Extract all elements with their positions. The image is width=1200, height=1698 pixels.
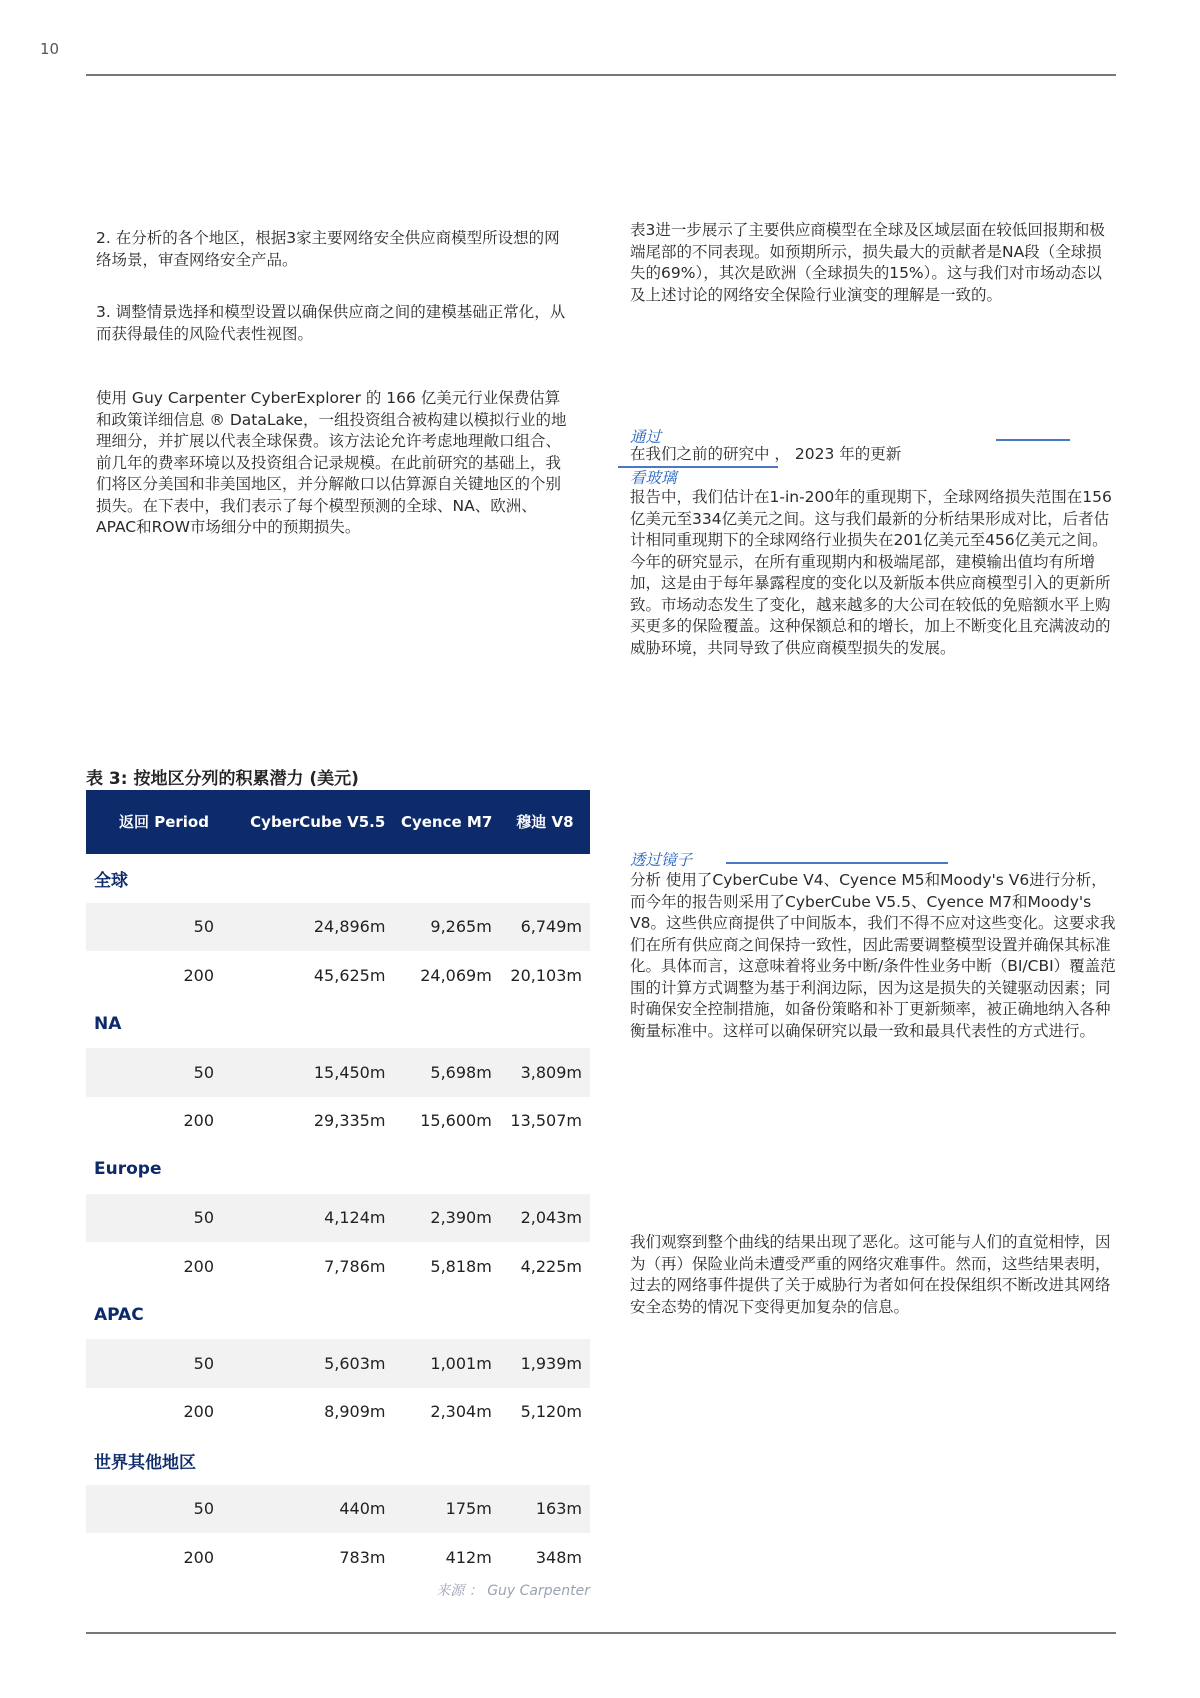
col-header-cybercube: CyberCube V5.5 xyxy=(242,790,393,854)
col-header-cyence: Cyence M7 xyxy=(393,790,499,854)
region-global: 全球 xyxy=(86,854,590,903)
footer-rule xyxy=(86,1632,1116,1634)
table-row: 200 29,335m 15,600m 13,507m xyxy=(86,1097,590,1146)
col-header-period: 返回 Period xyxy=(86,790,242,854)
table-row: 50 440m 175m 163m xyxy=(86,1485,590,1534)
subheading-glass: 看玻璃 xyxy=(630,469,677,487)
table-row: 200 7,786m 5,818m 4,225m xyxy=(86,1242,590,1291)
table-row: 50 4,124m 2,390m 2,043m xyxy=(86,1194,590,1243)
page-number: 10 xyxy=(40,40,60,58)
left-paragraph-3: 使用 Guy Carpenter CyberExplorer 的 166 亿美元行业保费估算和政策详细信息 ® DataLake，一组投资组合被构建以模拟行业的地理细分，并扩展以代表全球保费。该方法论允许考虑地理敞口组合、前几年的费率环境以及投资组合记录规模。在此前研究的基础上，我们将区分美国和非美国地区，并分解敞口以估算源自关键地区的个别损失。在下表中，我们表示了每个模型预测的全球、NA、欧洲、APAC和ROW市场细分中的预期损失。 xyxy=(96,389,567,536)
subheading-rule xyxy=(996,439,1070,441)
table-row: 50 5,603m 1,001m 1,939m xyxy=(86,1339,590,1388)
left-paragraph-1: 2. 在分析的各个地区，根据3家主要网络安全供应商模型所设想的网络场景，审查网络安全产品。 xyxy=(96,229,560,269)
right-paragraph-4: 我们观察到整个曲线的结果出现了恶化。这可能与人们的直觉相悖，因为（再）保险业尚未遭受严重的网络灾难事件。然而，这些结果表明，过去的网络事件提供了关于威胁行为者如何在投保组织不断改进其网络安全态势的情况下变得更加复杂的信息。 xyxy=(630,1233,1111,1316)
right-paragraph-1: 表3进一步展示了主要供应商模型在全球及区域层面在较低回报期和极端尾部的不同表现。如预期所示，损失最大的贡献者是NA段（全球损失的69%），其次是欧洲（全球损失的15%）。这与我们对市场动态以及上述讨论的网络安全保险行业演变的理解是一致的。 xyxy=(630,221,1105,304)
table-row: 200 8,909m 2,304m 5,120m xyxy=(86,1388,590,1437)
subheading-mirror: 透过镜子 xyxy=(630,851,693,869)
subheading-through: 通过 xyxy=(630,428,662,446)
col-header-moodys: 穆迪 V8 xyxy=(500,790,590,854)
table-source: 来源 ： Guy Carpenter xyxy=(436,1583,590,1599)
table-row: 200 783m 412m 348m xyxy=(86,1533,590,1582)
right-paragraph-3: 分析 使用了CyberCube V4、Cyence M5和Moody's V6进行分析，而今年的报告则采用了CyberCube V5.5、Cyence M7和Moody's V8。这些供应商提供了中间版本，我们不得不应对这些变化。这要求我们在所有供应商之间保持一致性，因此需要调整模型设置并确保其标准化。具体而言，这意味着将业务中断/条件性业务中断（BI/CBI）覆盖范围的计算方式调整为基于利润边际，因为这是损失的关键驱动因素；同时确保安全控制措施，如备份策略和补丁更新频率，被正确地纳入各种衡量标准中。这样可以确保研究以最一致和最具代表性的方式进行。 xyxy=(630,871,1116,1040)
subheading-line-2: 在我们之前的研究中 ， 2023 年的更新 xyxy=(630,445,902,463)
table-row: 50 24,896m 9,265m 6,749m xyxy=(86,903,590,952)
left-paragraph-2: 3. 调整情景选择和模型设置以确保供应商之间的建模基础正常化，从而获得最佳的风险代表性视图。 xyxy=(96,303,566,343)
region-apac: APAC xyxy=(86,1291,590,1340)
region-europe: Europe xyxy=(86,1145,590,1194)
right-paragraph-2: 报告中，我们估计在1-in-200年的重现期下，全球网络损失范围在156亿美元至334亿美元之间。这与我们最新的分析结果形成对比，后者估计相同重现期下的全球网络行业损失在201亿美元至456亿美元之间。今年的研究显示，在所有重现期内和极端尾部，建模输出值均有所增加，这是由于每年暴露程度的变化以及新版本供应商模型引入的更新所致。市场动态发生了变化，越来越多的大公司在较低的免赔额水平上购买更多的保险覆盖。这种保额总和的增长，加上不断变化且充满波动的威胁环境，共同导致了供应商模型损失的发展。 xyxy=(630,488,1112,657)
subheading-mirror-rule xyxy=(726,862,948,864)
region-row: 世界其他地区 xyxy=(86,1436,590,1485)
table-row: 200 45,625m 24,069m 20,103m xyxy=(86,951,590,1000)
table-row: 50 15,450m 5,698m 3,809m xyxy=(86,1048,590,1097)
table-title: 表 3: 按地区分列的积累潜力 (美元) xyxy=(86,769,359,789)
region-na: NA xyxy=(86,1000,590,1049)
header-rule xyxy=(86,74,1116,76)
accumulation-table xyxy=(86,790,590,1582)
